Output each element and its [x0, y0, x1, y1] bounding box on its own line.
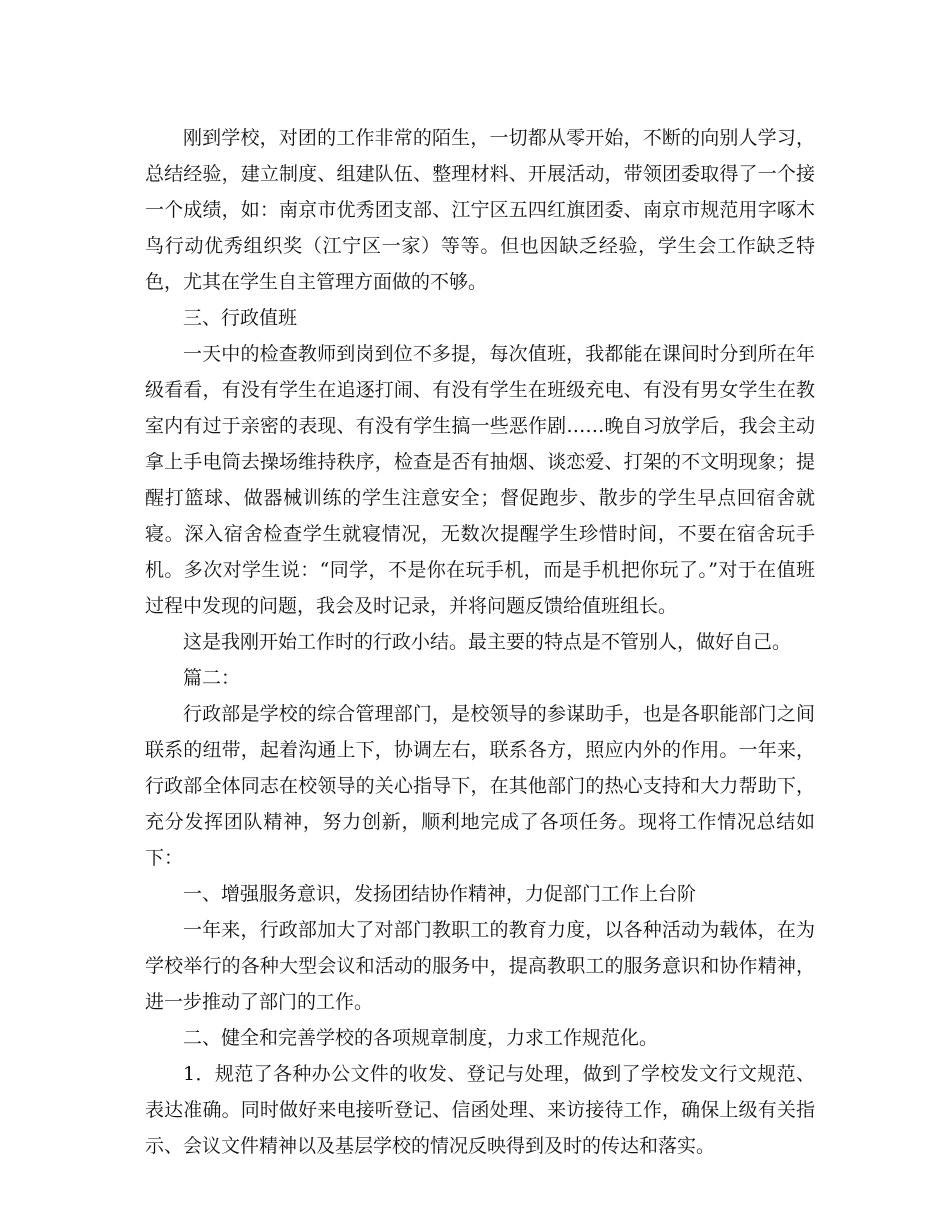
paragraph-4: 行政部是学校的综合管理部门，是校领导的参谋助手，也是各职能部门之间联系的纽带，起着沟通上下，协调左右，联系各方，照应内外的作用。一年来，行政部全体同志在校领导的关心指导下，在其他部门的热心支持和大力帮助下，充分发挥团队精神，努力创新，顺利地完成了各项任务。现将工作情况总结如下：: [145, 703, 815, 869]
paragraph-6: 1．规范了各种办公文件的收发、登记与处理，做到了学校发文行文规范、表达准确。同时做好来电接听登记、信函处理、来访接待工作，确保上级有关指示、会议文件精神以及基层学校的情况反映得到及时的传达和落实。: [145, 1063, 815, 1157]
section-heading-admin-duty: 三、行政值班: [183, 307, 298, 329]
section-heading-regulations: 二、健全和完善学校的各项规章制度，力求工作规范化。: [183, 1027, 659, 1049]
paragraph-3: 这是我刚开始工作时的行政小结。最主要的特点是不管别人，做好自己。: [183, 631, 792, 653]
section-heading-part-two: 篇二：: [183, 667, 241, 689]
paragraph-5: 一年来，行政部加大了对部门教职工的教育力度，以各种活动为载体，在为学校举行的各种大型会议和活动的服务中，提高教职工的服务意识和协作精神，进一步推动了部门的工作。: [145, 919, 815, 1013]
paragraph-2: 一天中的检查教师到岗到位不多提，每次值班，我都能在课间时分到所在年级看看，有没有学生在追逐打闹、有没有学生在班级充电、有没有男女学生在教室内有过于亲密的表现、有没有学生搞一些恶作剧……晚自习放学后，我会主动拿上手电筒去操场维持秩序，检查是否有抽烟、谈恋爱、打架的不文明现象；提醒打篮球、做器械训练的学生注意安全；督促跑步、散步的学生早点回宿舍就寝。深入宿舍检查学生就寝情况，无数次提醒学生珍惜时间，不要在宿舍玩手机。多次对学生说：“同学，不是你在玩手机，而是手机把你玩了。”对于在值班过程中发现的问题，我会及时记录，并将问题反馈给值班组长。: [145, 343, 815, 617]
section-heading-service-awareness: 一、增强服务意识，发扬团结协作精神，力促部门工作上台阶: [183, 883, 697, 905]
paragraph-1: 刚到学校，对团的工作非常的陌生，一切都从零开始，不断的向别人学习，总结经验，建立制度、组建队伍、整理材料、开展活动，带领团委取得了一个接一个成绩，如：南京市优秀团支部、江宁区五四红旗团委、南京市规范用字啄木鸟行动优秀组织奖（江宁区一家）等等。但也因缺乏经验，学生会工作缺乏特色，尤其在学生自主管理方面做的不够。: [145, 127, 815, 293]
document-body: [145, 120, 815, 1164]
